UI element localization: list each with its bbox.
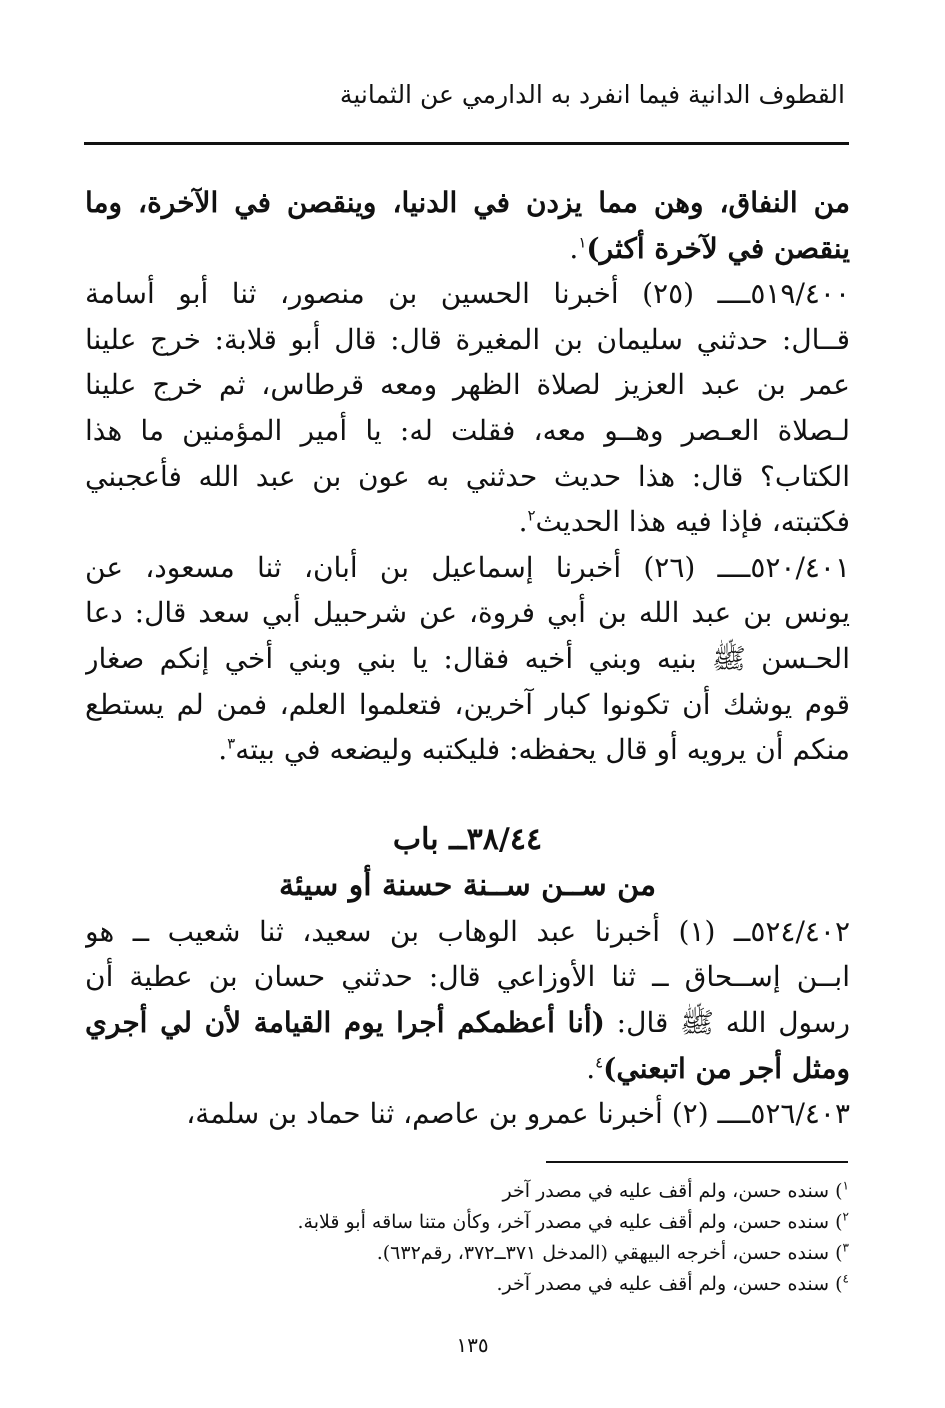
line-end-punct: .	[586, 1051, 596, 1085]
footnote-text: ) سنده حسن، ولم أقف عليه في مصدر آخر	[502, 1180, 843, 1202]
text-line	[85, 727, 850, 773]
footnote	[89, 1176, 849, 1207]
main-text	[85, 180, 850, 1137]
text-block-1	[85, 180, 850, 773]
footnote-ref: ٣	[227, 734, 236, 753]
line-text: الكتاب؟ قال: هذا حديث حدثني به عون بن عبد الله فأعجبني	[85, 459, 850, 493]
section-gap	[85, 773, 850, 817]
text-line	[85, 408, 850, 454]
line-text: فكتبته، فإذا فيه هذا الحديث	[535, 505, 850, 539]
text-line	[85, 590, 850, 636]
line-text: ينقصن في لآخرة أكثر)	[586, 231, 850, 265]
paragraph	[85, 180, 850, 271]
footnote-number: ١	[842, 1178, 849, 1193]
text-line	[85, 317, 850, 363]
footnote-ref: ٤	[595, 1053, 604, 1072]
line-end-punct: .	[218, 733, 228, 767]
footnote-number: ٢	[842, 1209, 849, 1224]
hadith-text: (أنا أعظمكم أجرا يوم القيامة لأن لي أجري	[85, 1005, 605, 1039]
text-line	[85, 954, 850, 1000]
header-rule	[84, 142, 849, 145]
footnote-ref: ١	[578, 233, 587, 252]
text-line	[85, 499, 850, 545]
line-text: قوم يوشك أن تكونوا كبار آخرين، فتعلموا العلم، فمن لم يستطع	[85, 687, 850, 721]
footnotes	[89, 1176, 849, 1300]
text-line	[85, 545, 850, 591]
footnote	[89, 1238, 849, 1269]
line-end-punct: .	[569, 231, 579, 265]
text-line	[85, 1000, 850, 1046]
text-line	[85, 454, 850, 500]
line-text: ومثل أجر من اتبعني)	[603, 1051, 850, 1085]
footnote-number: ٤	[842, 1271, 849, 1286]
line-text: قــال: حدثني سليمان بن المغيرة قال: قال أبو قلابة: خرج علينا	[85, 322, 850, 356]
running-header: القطوف الدانية فيما انفرد به الدارمي عن الثمانية	[339, 80, 845, 109]
footnote	[89, 1269, 849, 1300]
line-text: ٥٢٦/٤٠٣ــــ (٢) أخبرنا عمرو بن عاصم، ثنا حماد بن سلمة،	[186, 1097, 850, 1131]
footnote-rule	[546, 1161, 848, 1163]
text-line	[85, 362, 850, 408]
text-line	[85, 1046, 850, 1092]
text-block-2	[85, 909, 850, 1137]
line-text: ٥٢٤/٤٠٢ــ (١) أخبرنا عبد الوهاب بن سعيد، ثنا شعيب ــ هو	[85, 914, 850, 948]
line-text: منكم أن يرويه أو قال يحفظه: فليكتبه وليضعه في بيته	[235, 733, 850, 767]
footnote	[89, 1207, 849, 1238]
text-line	[85, 180, 850, 226]
footnote-text: ) سنده حسن، أخرجه البيهقي (المدخل ٣٧١ــ٣٧٢، رقم٦٣٢).	[376, 1242, 843, 1264]
section-title: من ســن ســنة حسنة أو سيئة	[278, 867, 657, 903]
line-text: ٥١٩/٤٠٠ــــ (٢٥) أخبرنا الحسين بن منصور، ثنا أبو أسامة	[85, 277, 850, 311]
line-text: يونس بن عبد الله بن أبي فروة، عن شرحبيل أبي سعد قال: دعا	[85, 596, 850, 630]
footnote-text: ) سنده حسن، ولم أقف عليه في مصدر آخر، وكأن متنا ساقه أبو قلابة.	[297, 1211, 843, 1233]
footnote-number: ٣	[842, 1240, 849, 1255]
section-number: ٣٨/٤٤ــ باب	[392, 821, 543, 857]
line-text: من النفاق، وهن مما يزدن في الدنيا، وينقصن في الآخرة، وما	[85, 186, 850, 219]
text-line	[85, 1091, 850, 1137]
line-end-punct: .	[518, 505, 528, 539]
line-text: لـصلاة العـصر وهــو معه، فقلت له: يا أمير المؤمنين ما هذا	[85, 413, 850, 447]
paragraph	[85, 271, 850, 545]
paragraph	[85, 909, 850, 1091]
text-line	[85, 226, 850, 272]
paragraph	[85, 545, 850, 773]
line-text: الحـسن ﷺ بنيه وبني أخيه فقال: يا بني وبني أخي إنكم صغار	[85, 641, 850, 675]
text-line	[85, 636, 850, 682]
line-text: عمر بن عبد العزيز لصلاة الظهر ومعه قرطاس، ثم خرج علينا	[85, 368, 850, 402]
text-line	[85, 682, 850, 728]
line-text: ٥٢٠/٤٠١ــــ (٢٦) أخبرنا إسماعيل بن أبان، ثنا مسعود، عن	[85, 550, 850, 584]
footnote-text: ) سنده حسن، ولم أقف عليه في مصدر آخر.	[496, 1273, 843, 1295]
text-line	[85, 909, 850, 955]
text-line	[85, 271, 850, 317]
page-number: ١٣٥	[456, 1333, 489, 1357]
footnote-ref: ٢	[527, 506, 536, 525]
paragraph	[85, 1091, 850, 1137]
line-text: رسول الله ﷺ قال:	[604, 1005, 850, 1039]
line-text: ابــن إســحاق ــ ثنا الأوزاعي قال: حدثني حسان بن عطية أن	[85, 960, 850, 994]
